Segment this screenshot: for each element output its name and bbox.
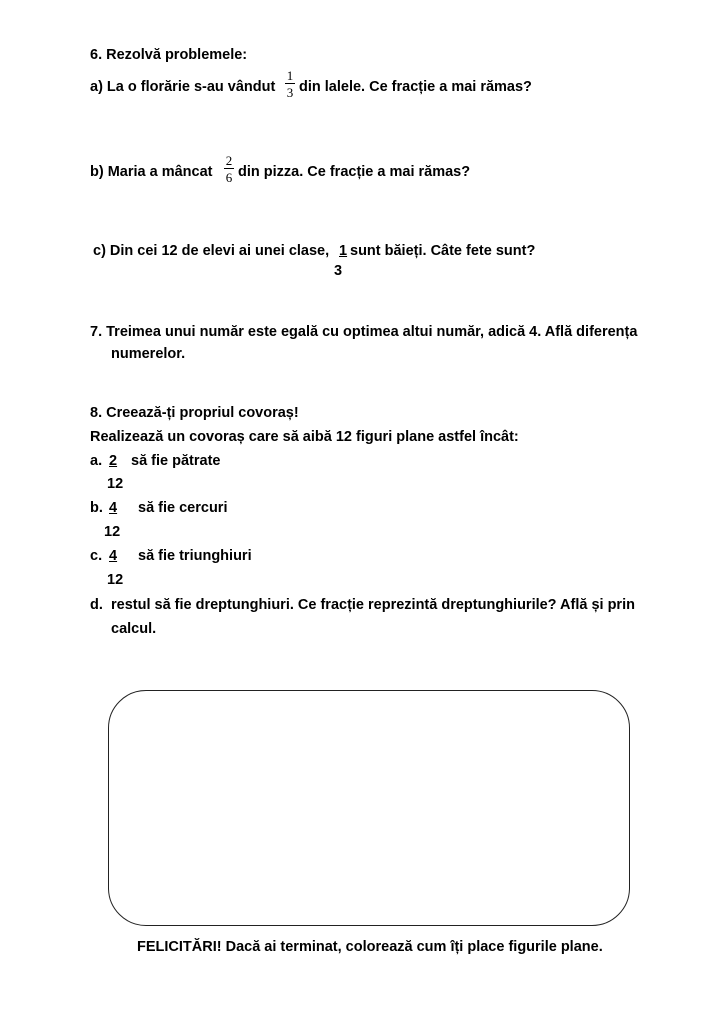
ex6-a-prefix: a) La o florărie s-au vândut: [90, 79, 276, 95]
ex6-c-numerator: 1: [339, 243, 348, 259]
ex8-intro: Realizează un covoraș care să aibă 12 figuri plane astfel încât:: [90, 429, 519, 445]
ex8-c-text: să fie triunghiuri: [138, 548, 252, 564]
ex6-c-prefix: c) Din cei 12 de elevi ai unei clase,: [93, 243, 330, 259]
ex6-title: 6. Rezolvă problemele:: [90, 47, 248, 63]
ex6-a-numerator: 1: [286, 68, 294, 83]
ex8-d-line2: calcul.: [111, 621, 157, 637]
ex6-b-suffix: din pizza. Ce fracție a mai rămas?: [238, 164, 471, 180]
ex7-line2: numerelor.: [111, 346, 186, 362]
ex8-b-numerator: 4: [109, 500, 118, 516]
ex8-a-denominator: 12: [107, 476, 124, 492]
ex8-b-denominator: 12: [104, 524, 121, 540]
ex6-b-fraction: [224, 154, 234, 184]
ex8-c-label: c.: [90, 548, 103, 564]
ex8-c-denominator: 12: [107, 572, 124, 588]
ex6-a-fraction: [285, 69, 295, 99]
ex8-a-numerator: 2: [109, 453, 118, 469]
ex6-c-denominator: 3: [334, 263, 343, 279]
ex6-b-prefix: b) Maria a mâncat: [90, 164, 213, 180]
ex8-title: 8. Creează-ți propriul covoraș!: [90, 405, 299, 421]
footer-message: FELICITĂRI! Dacă ai terminat, colorează cum îți place figurile plane.: [137, 939, 603, 955]
ex6-c-suffix: sunt băieți. Câte fete sunt?: [350, 243, 536, 259]
ex8-b-label: b.: [90, 500, 103, 516]
drawing-area[interactable]: [108, 690, 630, 926]
ex6-b-numerator: 2: [225, 153, 233, 168]
ex6-b-denominator: 6: [225, 170, 233, 185]
ex6-a-denominator: 3: [286, 85, 294, 100]
ex8-a-label: a.: [90, 453, 103, 469]
ex8-b-text: să fie cercuri: [138, 500, 228, 516]
ex8-d-label: d.: [90, 597, 103, 613]
ex6-a-suffix: din lalele. Ce fracție a mai rămas?: [299, 79, 532, 95]
ex8-d-line1: restul să fie dreptunghiuri. Ce fracție reprezintă dreptunghiurile? Află și prin: [111, 597, 635, 613]
ex7-line1: 7. Treimea unui număr este egală cu optimea altui număr, adică 4. Află diferența: [90, 324, 638, 340]
ex8-a-text: să fie pătrate: [131, 453, 221, 469]
ex8-c-numerator: 4: [109, 548, 118, 564]
